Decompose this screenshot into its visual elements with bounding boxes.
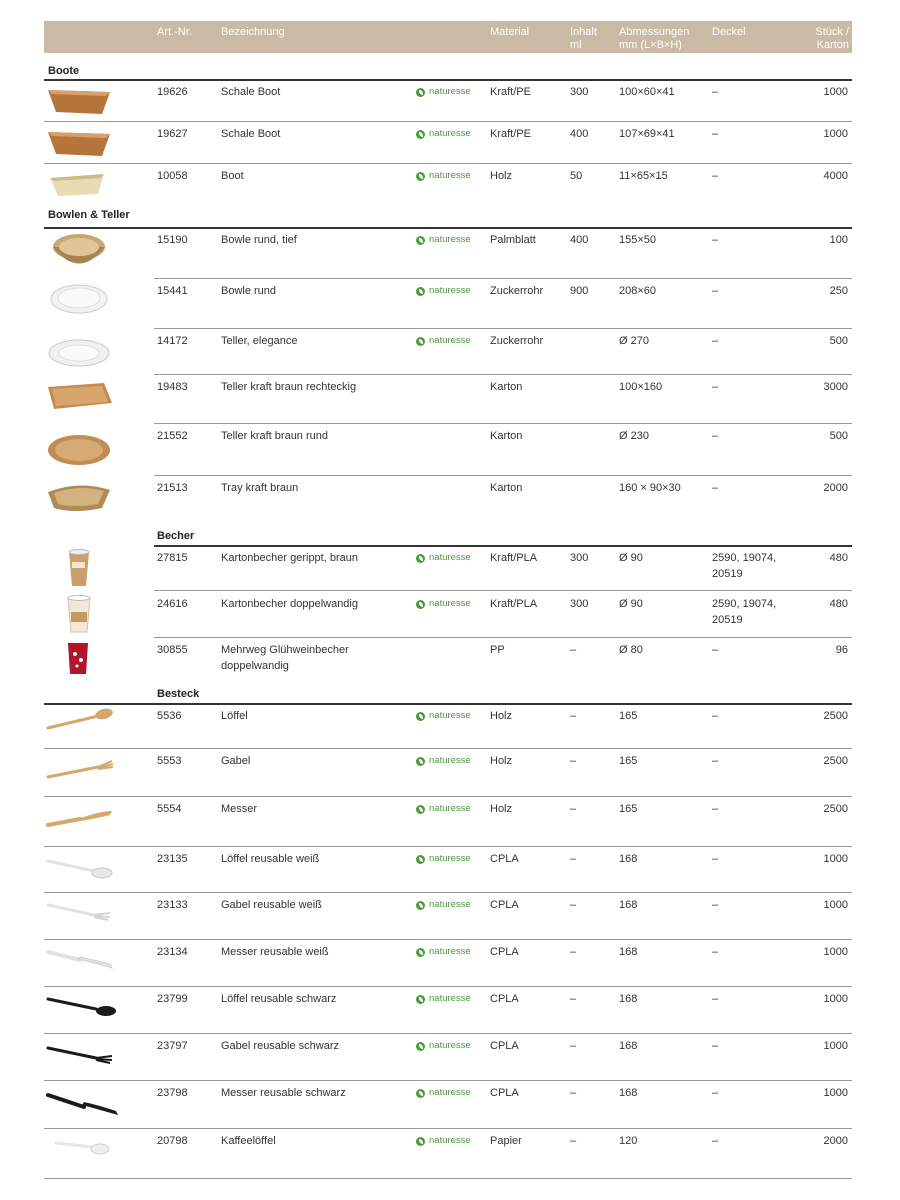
naturesse-logo	[416, 126, 471, 142]
cell-deckel: –	[712, 1087, 719, 1099]
row-divider	[44, 846, 852, 847]
white-fork-image	[44, 899, 116, 928]
cell-inhalt: –	[570, 710, 577, 722]
cell-abmessungen: 11×65×15	[619, 170, 668, 182]
cell-art-nr: 5554	[157, 803, 182, 815]
cell-art-nr: 23135	[157, 853, 188, 865]
cell-inhalt: 400	[570, 234, 589, 246]
cell-bezeichnung: Löffel	[221, 710, 248, 722]
cell-stueck: 250	[829, 285, 848, 297]
leaf-icon	[416, 287, 425, 296]
cell-deckel: –	[712, 482, 719, 494]
cell-bezeichnung: Teller kraft braun rechteckig	[221, 381, 357, 393]
leaf-icon	[416, 88, 425, 97]
leaf-icon	[416, 712, 425, 721]
cell-material: Zuckerrohr	[490, 285, 544, 297]
category-boote: Boote	[48, 65, 80, 77]
cell-bezeichnung: Kartonbecher doppelwandig	[221, 598, 358, 610]
cell-abmessungen: 168	[619, 1040, 638, 1052]
cell-deckel: –	[712, 946, 719, 958]
cell-deckel: –	[712, 1135, 719, 1147]
cell-abmessungen: 155×50	[619, 234, 657, 246]
cell-inhalt: –	[570, 1135, 577, 1147]
cell-abmessungen: 160 × 90×30	[619, 482, 681, 494]
cell-bezeichnung: Kartonbecher gerippt, braun	[221, 552, 358, 564]
cell-bezeichnung: Tray kraft braun	[221, 482, 299, 494]
naturesse-logo	[416, 897, 471, 913]
cell-deckel: –	[712, 853, 719, 865]
cell-stueck: 1000	[823, 853, 848, 865]
cell-deckel: 2590, 19074, 20519	[712, 598, 777, 626]
naturesse-label: naturesse	[429, 598, 471, 609]
cell-stueck: 2500	[823, 803, 848, 815]
cell-material: Papier	[490, 1135, 522, 1147]
cell-inhalt: 300	[570, 86, 589, 98]
cell-material: Karton	[490, 482, 523, 494]
naturesse-logo	[416, 1085, 471, 1101]
leaf-icon	[416, 757, 425, 766]
wooden-spoon-image	[44, 708, 116, 737]
cell-abmessungen: 100×160	[619, 381, 663, 393]
cell-material: Kraft/PE	[490, 86, 531, 98]
leaf-icon	[416, 855, 425, 864]
naturesse-logo	[416, 232, 471, 248]
naturesse-logo	[416, 168, 471, 184]
leaf-icon	[416, 337, 425, 346]
wooden-fork-image	[44, 757, 116, 786]
cell-abmessungen: 208×60	[619, 285, 657, 297]
cell-bezeichnung: Messer reusable weiß	[221, 946, 329, 958]
category-becher: Becher	[157, 530, 195, 542]
cell-bezeichnung: Boot	[221, 170, 244, 182]
black-fork-image	[44, 1042, 116, 1071]
naturesse-logo	[416, 550, 471, 566]
cell-stueck: 1000	[823, 946, 848, 958]
cell-bezeichnung: Teller, elegance	[221, 335, 298, 347]
naturesse-label: naturesse	[429, 170, 471, 181]
row-divider	[44, 1128, 852, 1129]
cell-stueck: 1000	[823, 128, 848, 140]
cell-bezeichnung: Bowle rund, tief	[221, 234, 297, 246]
red-mulled-wine-cup-image	[44, 640, 116, 681]
cell-abmessungen: Ø 80	[619, 644, 643, 656]
row-divider	[44, 796, 852, 797]
cell-inhalt: –	[570, 644, 577, 656]
cell-inhalt: –	[570, 1040, 577, 1052]
cell-stueck: 4000	[823, 170, 848, 182]
cell-inhalt: 300	[570, 598, 589, 610]
cell-material: Kraft/PE	[490, 128, 531, 140]
kraft-boat-tray-image	[44, 82, 116, 125]
naturesse-logo	[416, 708, 471, 724]
cell-inhalt: –	[570, 899, 577, 911]
cell-stueck: 2500	[823, 710, 848, 722]
cell-stueck: 480	[829, 598, 848, 610]
leaf-icon	[416, 600, 425, 609]
cell-stueck: 2000	[823, 482, 848, 494]
header-material: Material	[490, 26, 530, 38]
cell-material: Karton	[490, 381, 523, 393]
cell-art-nr: 21552	[157, 430, 188, 442]
leaf-icon	[416, 172, 425, 181]
cell-abmessungen: Ø 90	[619, 552, 643, 564]
row-divider	[44, 986, 852, 987]
cell-abmessungen: Ø 270	[619, 335, 649, 347]
category-besteck: Besteck	[157, 688, 200, 700]
cell-stueck: 2500	[823, 755, 848, 767]
cell-material: CPLA	[490, 993, 519, 1005]
wooden-knife-image	[44, 805, 116, 834]
cell-material: Holz	[490, 170, 513, 182]
cell-abmessungen: 100×60×41	[619, 86, 675, 98]
cell-inhalt: –	[570, 803, 577, 815]
cell-abmessungen: 165	[619, 710, 638, 722]
leaf-icon	[416, 236, 425, 245]
cell-art-nr: 14172	[157, 335, 188, 347]
row-divider	[154, 328, 852, 329]
cell-deckel: –	[712, 1040, 719, 1052]
naturesse-label: naturesse	[429, 335, 471, 346]
cell-inhalt: –	[570, 853, 577, 865]
naturesse-label: naturesse	[429, 1087, 471, 1098]
cell-deckel: –	[712, 644, 719, 656]
cell-stueck: 1000	[823, 86, 848, 98]
cell-bezeichnung: Schale Boot	[221, 86, 281, 98]
cell-inhalt: 50	[570, 170, 583, 182]
cell-stueck: 500	[829, 335, 848, 347]
naturesse-label: naturesse	[429, 128, 471, 139]
white-knife-image	[44, 946, 116, 975]
naturesse-logo	[416, 753, 471, 769]
row-divider	[44, 748, 852, 749]
cell-material: CPLA	[490, 853, 519, 865]
cell-deckel: –	[712, 234, 719, 246]
cell-bezeichnung: Bowle rund	[221, 285, 277, 297]
cell-deckel: 2590, 19074, 20519	[712, 552, 777, 580]
cell-deckel: –	[712, 128, 719, 140]
double-wall-cup-image	[44, 594, 116, 639]
header-abmessungen: Abmessungen mm (L×B×H)	[619, 26, 690, 51]
row-divider	[154, 423, 852, 424]
cell-inhalt: –	[570, 1087, 577, 1099]
naturesse-label: naturesse	[429, 1040, 471, 1051]
naturesse-logo	[416, 1133, 471, 1149]
naturesse-label: naturesse	[429, 1135, 471, 1146]
row-divider	[154, 374, 852, 375]
cell-abmessungen: 165	[619, 803, 638, 815]
cell-bezeichnung: Messer	[221, 803, 258, 815]
cell-art-nr: 15190	[157, 234, 188, 246]
cell-deckel: –	[712, 899, 719, 911]
cell-material: Kraft/PLA	[490, 598, 538, 610]
header-bezeichnung: Bezeichnung	[221, 26, 285, 38]
cell-stueck: 480	[829, 552, 848, 564]
cell-art-nr: 19627	[157, 128, 188, 140]
cell-abmessungen: 168	[619, 853, 638, 865]
naturesse-label: naturesse	[429, 853, 471, 864]
divider	[154, 545, 852, 547]
header-stueck: Stück / Karton	[815, 26, 849, 51]
naturesse-logo	[416, 84, 471, 100]
leaf-icon	[416, 1042, 425, 1051]
cell-art-nr: 5553	[157, 755, 182, 767]
cell-stueck: 3000	[823, 381, 848, 393]
cell-stueck: 1000	[823, 899, 848, 911]
cell-art-nr: 27815	[157, 552, 188, 564]
leaf-icon	[416, 901, 425, 910]
leaf-icon	[416, 805, 425, 814]
white-spoon-image	[44, 855, 116, 884]
divider	[44, 703, 852, 705]
kraft-boat-tray-image	[44, 124, 116, 167]
cell-deckel: –	[712, 381, 719, 393]
cell-deckel: –	[712, 335, 719, 347]
cell-art-nr: 5536	[157, 710, 182, 722]
cell-art-nr: 23798	[157, 1087, 188, 1099]
cell-stueck: 1000	[823, 993, 848, 1005]
palm-leaf-bowl-image	[44, 230, 116, 277]
header-deckel: Deckel	[712, 26, 746, 38]
naturesse-label: naturesse	[429, 899, 471, 910]
row-divider	[44, 163, 852, 164]
cell-inhalt: 400	[570, 128, 589, 140]
kraft-rect-plate-image	[44, 377, 116, 418]
naturesse-label: naturesse	[429, 710, 471, 721]
row-divider	[44, 121, 852, 122]
cell-abmessungen: 168	[619, 1087, 638, 1099]
row-divider	[44, 1178, 852, 1179]
cell-art-nr: 10058	[157, 170, 188, 182]
cell-material: CPLA	[490, 1040, 519, 1052]
cell-abmessungen: 120	[619, 1135, 638, 1147]
cell-bezeichnung: Teller kraft braun rund	[221, 430, 328, 442]
divider	[44, 79, 852, 81]
cell-deckel: –	[712, 285, 719, 297]
cell-inhalt: 900	[570, 285, 589, 297]
cell-art-nr: 24616	[157, 598, 188, 610]
cell-deckel: –	[712, 803, 719, 815]
row-divider	[44, 1033, 852, 1034]
naturesse-logo	[416, 801, 471, 817]
naturesse-logo	[416, 991, 471, 1007]
cell-material: CPLA	[490, 1087, 519, 1099]
cell-abmessungen: 168	[619, 946, 638, 958]
kraft-round-plate-image	[44, 430, 116, 475]
leaf-icon	[416, 130, 425, 139]
cell-bezeichnung: Gabel reusable schwarz	[221, 1040, 340, 1052]
cell-inhalt: –	[570, 946, 577, 958]
cell-material: Holz	[490, 755, 513, 767]
cell-bezeichnung: Gabel	[221, 755, 251, 767]
white-bowl-image	[44, 281, 116, 328]
cell-bezeichnung: Mehrweg Glühweinbecher doppelwandig	[221, 644, 349, 672]
leaf-icon	[416, 1137, 425, 1146]
cell-art-nr: 19483	[157, 381, 188, 393]
cell-abmessungen: 168	[619, 899, 638, 911]
cell-material: PP	[490, 644, 505, 656]
cell-bezeichnung: Messer reusable schwarz	[221, 1087, 346, 1099]
naturesse-label: naturesse	[429, 552, 471, 563]
row-divider	[44, 892, 852, 893]
paper-coffee-spoon-image	[44, 1133, 116, 1162]
cell-inhalt: –	[570, 755, 577, 767]
leaf-icon	[416, 995, 425, 1004]
cell-bezeichnung: Löffel reusable schwarz	[221, 993, 337, 1005]
naturesse-label: naturesse	[429, 234, 471, 245]
leaf-icon	[416, 1089, 425, 1098]
table-header	[44, 21, 852, 53]
naturesse-logo	[416, 1038, 471, 1054]
white-plate-image	[44, 335, 116, 376]
cell-stueck: 1000	[823, 1087, 848, 1099]
row-divider	[154, 637, 852, 638]
cell-material: CPLA	[490, 899, 519, 911]
cell-deckel: –	[712, 86, 719, 98]
cell-abmessungen: 168	[619, 993, 638, 1005]
naturesse-logo	[416, 283, 471, 299]
cell-abmessungen: 107×69×41	[619, 128, 675, 140]
divider	[44, 227, 852, 229]
cell-abmessungen: Ø 230	[619, 430, 649, 442]
naturesse-logo	[416, 944, 471, 960]
leaf-icon	[416, 948, 425, 957]
header-artnr: Art.-Nr.	[157, 26, 192, 38]
cell-material: CPLA	[490, 946, 519, 958]
cell-material: Palmblatt	[490, 234, 536, 246]
naturesse-label: naturesse	[429, 755, 471, 766]
cell-bezeichnung: Schale Boot	[221, 128, 281, 140]
cell-bezeichnung: Gabel reusable weiß	[221, 899, 322, 911]
naturesse-label: naturesse	[429, 993, 471, 1004]
naturesse-logo	[416, 851, 471, 867]
wooden-boat-image	[44, 170, 116, 205]
naturesse-label: naturesse	[429, 803, 471, 814]
cell-material: Holz	[490, 710, 513, 722]
cell-stueck: 100	[829, 234, 848, 246]
category-bowlen: Bowlen & Teller	[48, 209, 130, 221]
kraft-tray-image	[44, 478, 116, 521]
cell-art-nr: 15441	[157, 285, 188, 297]
kraft-cup-image	[44, 548, 116, 593]
naturesse-label: naturesse	[429, 946, 471, 957]
cell-deckel: –	[712, 170, 719, 182]
cell-abmessungen: Ø 90	[619, 598, 643, 610]
cell-bezeichnung: Löffel reusable weiß	[221, 853, 320, 865]
cell-stueck: 96	[835, 644, 848, 656]
cell-inhalt: 300	[570, 552, 589, 564]
cell-stueck: 1000	[823, 1040, 848, 1052]
black-spoon-image	[44, 993, 116, 1022]
cell-art-nr: 23134	[157, 946, 188, 958]
black-knife-image	[44, 1089, 116, 1124]
row-divider	[154, 475, 852, 476]
cell-material: Karton	[490, 430, 523, 442]
cell-art-nr: 21513	[157, 482, 188, 494]
cell-abmessungen: 165	[619, 755, 638, 767]
cell-art-nr: 20798	[157, 1135, 188, 1147]
naturesse-logo	[416, 333, 471, 349]
cell-material: Holz	[490, 803, 513, 815]
cell-inhalt: –	[570, 993, 577, 1005]
naturesse-label: naturesse	[429, 285, 471, 296]
cell-deckel: –	[712, 755, 719, 767]
cell-material: Zuckerrohr	[490, 335, 544, 347]
cell-art-nr: 23133	[157, 899, 188, 911]
cell-stueck: 500	[829, 430, 848, 442]
row-divider	[154, 590, 852, 591]
cell-art-nr: 30855	[157, 644, 188, 656]
cell-deckel: –	[712, 993, 719, 1005]
cell-deckel: –	[712, 430, 719, 442]
row-divider	[154, 278, 852, 279]
row-divider	[44, 939, 852, 940]
naturesse-logo	[416, 596, 471, 612]
leaf-icon	[416, 554, 425, 563]
cell-art-nr: 23797	[157, 1040, 188, 1052]
cell-art-nr: 19626	[157, 86, 188, 98]
header-inhalt: Inhalt ml	[570, 26, 597, 51]
cell-bezeichnung: Kaffeelöffel	[221, 1135, 276, 1147]
naturesse-label: naturesse	[429, 86, 471, 97]
cell-stueck: 2000	[823, 1135, 848, 1147]
row-divider	[44, 1080, 852, 1081]
cell-deckel: –	[712, 710, 719, 722]
cell-material: Kraft/PLA	[490, 552, 538, 564]
cell-art-nr: 23799	[157, 993, 188, 1005]
